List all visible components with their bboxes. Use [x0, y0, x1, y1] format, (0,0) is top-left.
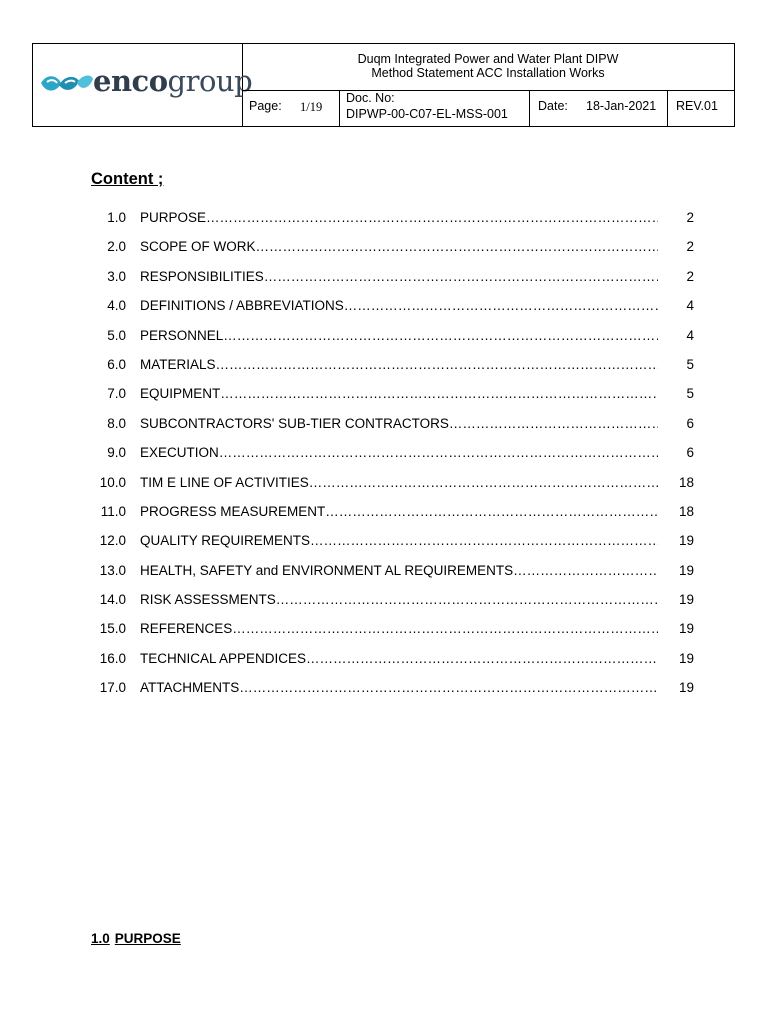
toc-number: 16.0 — [99, 650, 126, 666]
toc-title: PERSONNEL ……………………………………………………………………………………………………………………………………………… — [140, 321, 658, 350]
toc-page: 19 — [678, 650, 694, 666]
document-title-line2: Method Statement ACC Installation Works — [371, 66, 605, 80]
toc-heading: Content ; — [91, 170, 164, 188]
section-title: PURPOSE — [114, 931, 181, 946]
toc-entry[interactable] — [94, 262, 694, 291]
toc-entry[interactable] — [94, 585, 694, 614]
toc-title: HEALTH, SAFETY and ENVIRONMENT AL REQUIREMENTS ……………………………………………………………………………………………………………………………………………… — [140, 556, 658, 585]
revision-cell — [668, 90, 734, 126]
toc-number: 12.0 — [99, 533, 126, 549]
toc-title: DEFINITIONS / ABBREVIATIONS ……………………………………………………………………………………………………………………………………………… — [140, 291, 658, 320]
toc-entry[interactable] — [94, 409, 694, 438]
toc-title: QUALITY REQUIREMENTS ……………………………………………………………………………………………………………………………………………… — [140, 526, 658, 555]
toc-title: ATTACHMENTS ……………………………………………………………………………………………………………………………………………… — [140, 673, 658, 702]
toc-entry[interactable] — [94, 203, 694, 232]
toc-title: RISK ASSESSMENTS ……………………………………………………………………………………………………………………………………………… — [140, 585, 658, 614]
toc-number: 6.0 — [107, 356, 126, 372]
toc-page: 2 — [686, 210, 694, 225]
toc-title: TECHNICAL APPENDICES ……………………………………………………………………………………………………………………………………………… — [140, 644, 658, 673]
toc-entry[interactable] — [94, 673, 694, 702]
toc-number: 15.0 — [99, 621, 126, 637]
document-header — [32, 43, 735, 127]
toc-number: 2.0 — [107, 239, 126, 255]
toc-page: 19 — [678, 562, 694, 578]
toc-number: 7.0 — [107, 386, 126, 402]
company-logo-text: encogroup — [93, 64, 253, 98]
toc-entry[interactable] — [94, 614, 694, 643]
toc-number: 4.0 — [107, 298, 126, 314]
toc-page: 6 — [686, 415, 694, 431]
toc-page: 19 — [678, 533, 694, 549]
toc-title: MATERIALS ……………………………………………………………………………………………………………………………………………… — [140, 350, 658, 379]
doc-number: DIPWP-00-C07-EL-MSS-001 — [346, 107, 508, 121]
toc-title: SUBCONTRACTORS' SUB-TIER CONTRACTORS ……………………………………………………………………………………………………………………………………………… — [140, 409, 658, 438]
toc-entry[interactable] — [94, 644, 694, 673]
document-date: 18-Jan-2021 — [586, 99, 657, 113]
toc-title: SCOPE OF WORK ……………………………………………………………………………………………………………………………………………… — [140, 232, 658, 261]
encogroup-wave-icon — [39, 69, 95, 97]
toc-entry[interactable] — [94, 526, 694, 555]
toc-entry[interactable] — [94, 291, 694, 320]
toc-number: 14.0 — [99, 592, 126, 608]
toc-title: EXECUTION ……………………………………………………………………………………………………………………………………………… — [140, 438, 658, 467]
toc-title: REFERENCES ……………………………………………………………………………………………………………………………………………… — [140, 614, 658, 643]
toc-title: RESPONSIBILITIES ……………………………………………………………………………………………………………………………………………… — [140, 262, 658, 291]
company-logo — [33, 44, 253, 126]
toc-number: 9.0 — [107, 445, 126, 461]
toc-number: 13.0 — [99, 562, 126, 578]
doc-number-label: Doc. No: — [346, 91, 395, 105]
toc-page: 4 — [686, 298, 694, 314]
doc-number-cell — [340, 90, 530, 126]
toc-page: 19 — [678, 592, 694, 608]
toc-entry[interactable] — [94, 379, 694, 408]
toc-entry[interactable] — [94, 497, 694, 526]
toc-entry[interactable] — [94, 321, 694, 350]
document-title-line1: Duqm Integrated Power and Water Plant DIPW — [357, 52, 619, 66]
toc-page: 18 — [678, 474, 694, 490]
section-number: 1.0 — [91, 931, 110, 946]
page-label: Page: — [249, 99, 282, 113]
toc-number: 10.0 — [99, 474, 126, 490]
toc-number: 5.0 — [107, 327, 126, 343]
table-of-contents — [94, 203, 694, 703]
toc-page: 19 — [678, 621, 694, 637]
page-number: 1/19 — [300, 100, 323, 114]
toc-title: PURPOSE ……………………………………………………………………………………………………………………………………………… — [140, 203, 658, 232]
toc-title: PROGRESS MEASUREMENT ……………………………………………………………………………………………………………………………………………… — [140, 497, 658, 526]
toc-page: 18 — [678, 503, 694, 519]
date-cell — [530, 90, 668, 126]
toc-title: TIM E LINE OF ACTIVITIES ……………………………………………………………………………………………………………………………………………… — [140, 468, 658, 497]
toc-number: 8.0 — [107, 415, 126, 431]
toc-entry[interactable] — [94, 468, 694, 497]
toc-number: 1.0 — [107, 210, 126, 225]
toc-page: 2 — [686, 239, 694, 255]
toc-number: 11.0 — [100, 503, 126, 519]
toc-page: 6 — [686, 445, 694, 461]
section-heading — [91, 931, 181, 946]
toc-page: 2 — [686, 268, 694, 284]
toc-number: 17.0 — [99, 680, 126, 696]
toc-entry[interactable] — [94, 350, 694, 379]
date-label: Date: — [538, 99, 568, 113]
toc-entry[interactable] — [94, 556, 694, 585]
toc-entry[interactable] — [94, 438, 694, 467]
toc-page: 5 — [686, 386, 694, 402]
toc-page: 19 — [678, 680, 694, 696]
toc-title: EQUIPMENT ……………………………………………………………………………………………………………………………………………… — [140, 379, 658, 408]
toc-page: 4 — [686, 327, 694, 343]
toc-entry[interactable] — [94, 232, 694, 261]
revision: REV.01 — [676, 99, 718, 113]
toc-page: 5 — [686, 356, 694, 372]
page-cell — [242, 90, 340, 126]
toc-number: 3.0 — [107, 268, 126, 284]
document-title — [242, 44, 734, 91]
